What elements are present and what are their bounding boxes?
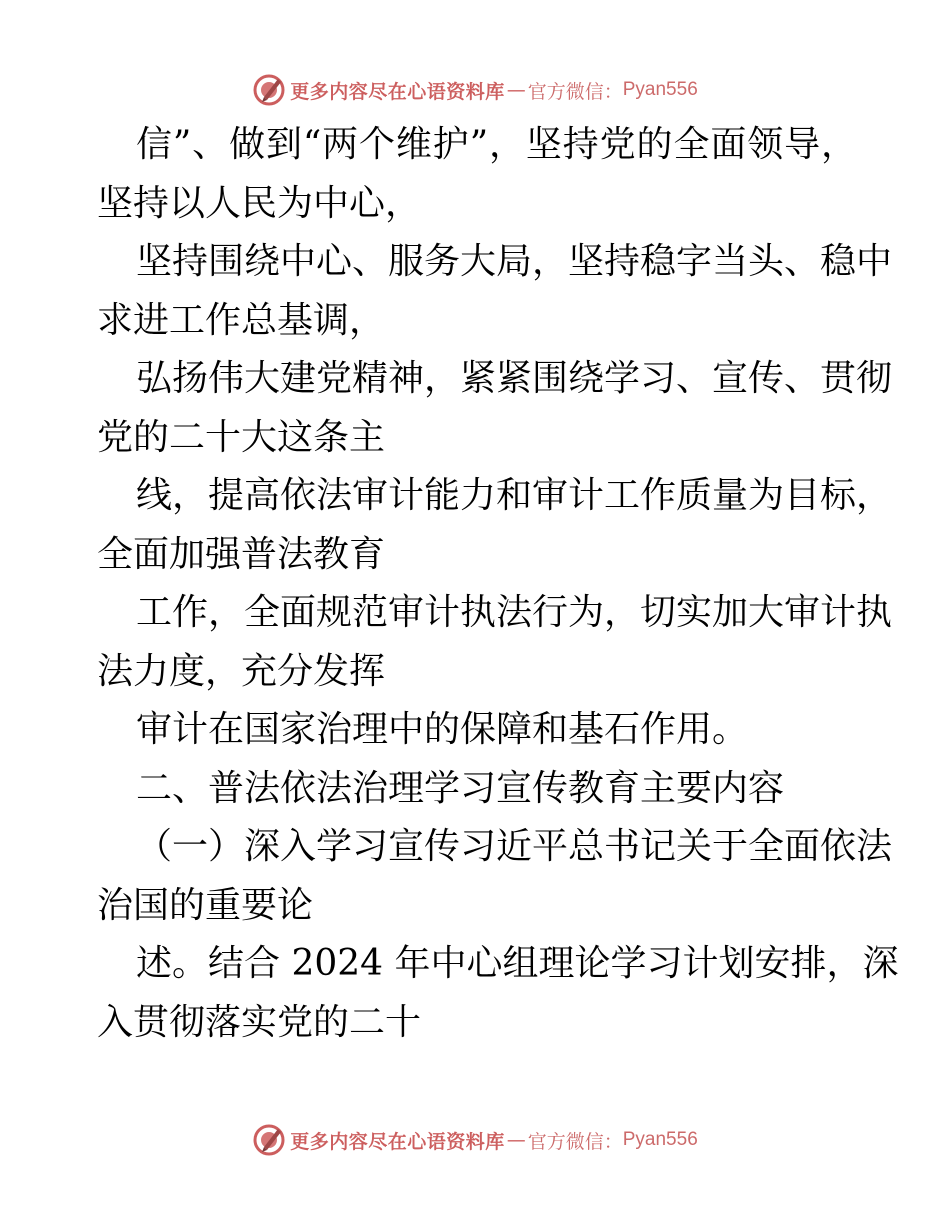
text-line: 求进工作总基调， [97,299,386,341]
text-line: （一）深入学习宣传习近平总书记关于全面依法 [136,826,893,867]
watermark-label: 官方微信： [527,80,623,103]
text-line: 审计在国家治理中的保障和基石作用。 [136,709,749,750]
text-line: 坚持围绕中心、服务大局，坚持稳字当头、稳中 [136,241,893,282]
watermark-label: 官方微信： [527,1130,623,1153]
text-line: 法力度，充分发挥 [97,650,386,692]
text-line: 述。结合 2024 年中心组理论学习计划安排，深 [136,943,899,984]
header-watermark [0,70,950,110]
pen-logo-icon [252,73,286,107]
watermark-dash: — [506,79,526,101]
footer-watermark [0,1120,950,1160]
pen-logo-icon [252,1123,286,1157]
document-body [97,116,899,1052]
text-line: 工作，全面规范审计执法行为，切实加大审计执 [136,592,893,633]
text-line: 入贯彻落实党的二十 [97,1001,422,1043]
watermark-title: 更多内容尽在心语资料库 [290,80,505,103]
watermark-title: 更多内容尽在心语资料库 [290,1130,505,1153]
text-line: 信”、做到“两个维护”，坚持党的全面领导， [136,124,857,165]
text-line: 线，提高依法审计能力和审计工作质量为目标， [136,475,893,516]
watermark-wechat-id: Pyan556 [622,79,698,100]
watermark-dash: — [506,1129,526,1151]
text-line: 党的二十大这条主 [97,416,386,458]
text-line: 坚持以人民为中心， [97,182,422,224]
text-line: 治国的重要论 [97,884,314,926]
text-line: 全面加强普法教育 [97,533,386,575]
watermark-wechat-id: Pyan556 [622,1129,698,1150]
text-line: 弘扬伟大建党精神，紧紧围绕学习、宣传、贯彻 [136,358,893,399]
section-heading: 二、普法依法治理学习宣传教育主要内容 [136,767,785,809]
